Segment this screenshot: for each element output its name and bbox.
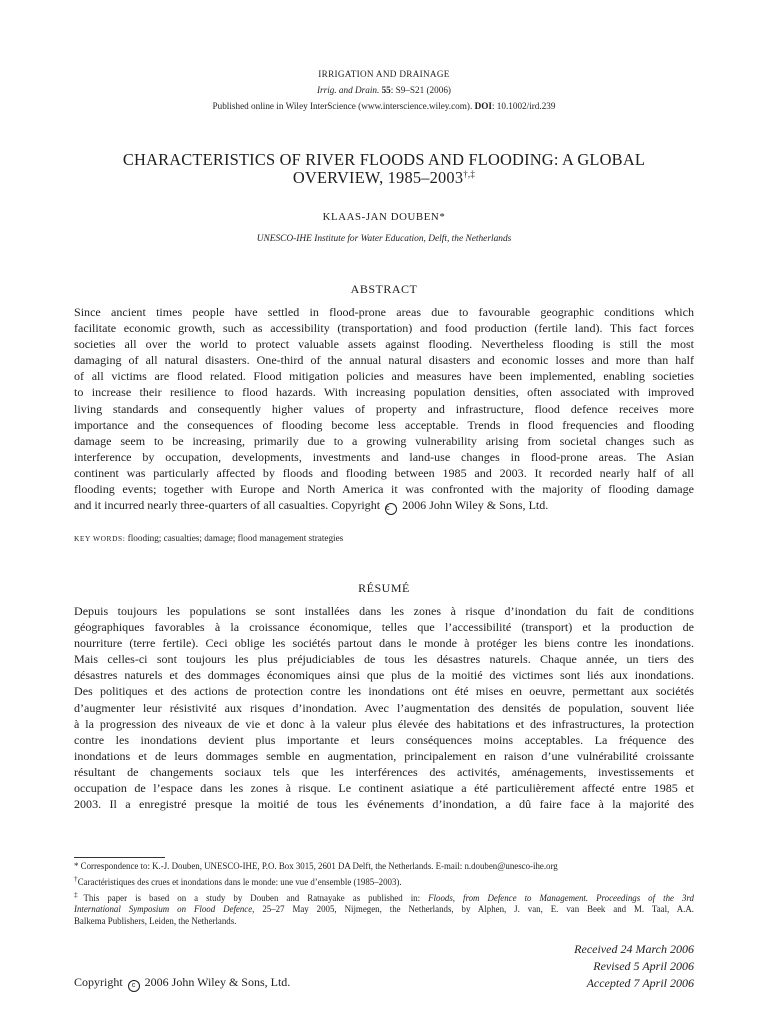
footnote-dagger bbox=[74, 873, 694, 889]
resume-line: à la progression des niveaux de vie et donc à la valeur plus élevée des habitations et des infrastructures, la protection bbox=[74, 716, 694, 731]
abstract-line: interference by occupation, developments, investments and land-use changes in flood-prone areas. The Asian bbox=[74, 449, 694, 464]
footnote-rule bbox=[74, 857, 165, 858]
abstract-line: to increase their resilience to flood hazards. With increasing population densities, often associated with improved bbox=[74, 385, 694, 400]
resume-line: Mais celles-ci sont toujours les plus préjudiciables de tous les désastres naturels. Chaque année, un tiers des bbox=[74, 652, 694, 667]
resume-line: résultant de changements sociaux tels que les interférences des activités, aménagements, investissements et bbox=[74, 764, 694, 779]
resume-line: contre les inondations devient plus importante et leurs conséquences moins acceptables. La fréquence des bbox=[74, 732, 694, 747]
ddagger-text-pre: This paper is based on a study by Douben and Ratnayake as published in: bbox=[83, 892, 429, 903]
ddagger-italic-2: International Symposium on Flood Defence bbox=[74, 904, 253, 915]
footnote-ddagger-line-2 bbox=[74, 904, 694, 916]
abstract-line: facilitate economic growth, such as accessibility (transportation) and food production (fertile land). This fact forces bbox=[74, 321, 694, 336]
doi-label: DOI bbox=[474, 101, 492, 111]
title-footnote-marks: †,‡ bbox=[463, 169, 476, 179]
resume-line: nourriture (terre fertile). Ceci oblige les sociétés partout dans le monde à protéger les biens contre les inondations. bbox=[74, 636, 694, 651]
abstract-line: societies all over the world to protect valuable assets against flooding. Nevertheless flooding is still the most bbox=[74, 337, 694, 352]
dagger-text: Caractéristiques des crues et inondations dans le monde: une vue d’ensemble (1985–2003). bbox=[77, 876, 402, 887]
abstract-line: living standards and consequently higher values of property and infrastructure, flood defence receives more bbox=[74, 401, 694, 416]
abstract-heading: ABSTRACT bbox=[350, 282, 418, 296]
doi-value: : 10.1002/ird.239 bbox=[491, 101, 556, 111]
resume-line: inondations et de leurs dommages semble en augmentation, principalement en raison d’une vulnérabilité croissante bbox=[74, 748, 694, 763]
dagger-mark: † bbox=[74, 873, 78, 883]
title-line-1: CHARACTERISTICS OF RIVER FLOODS AND FLOODING: A GLOBAL bbox=[122, 150, 646, 169]
resume-line: occupation de l’espace dans les zones à risque. Le continent asiatique a été particulièrement affecté entre 1985 et bbox=[74, 781, 694, 796]
citation-pages: : S9–S21 (2006) bbox=[390, 85, 451, 95]
journal-citation bbox=[0, 82, 768, 98]
copyright-suffix: 2006 John Wiley & Sons, Ltd. bbox=[141, 975, 291, 989]
footnote-ddagger-line-3: Balkema Publishers, Leiden, the Netherlands. bbox=[74, 916, 237, 927]
citation-volume: 55 bbox=[381, 85, 391, 95]
copyright-footer bbox=[74, 975, 290, 992]
keywords-text: flooding; casualties; damage; flood management strategies bbox=[125, 533, 344, 543]
received-date: Received 24 March 2006 bbox=[574, 942, 694, 956]
author-affiliation: UNESCO-IHE Institute for Water Education, Delft, the Netherlands bbox=[256, 234, 512, 244]
ddagger-text-post: , 25–27 May 2005, Nijmegen, the Netherlands, by Alphen, J. van, E. van Beek and M. Taal, A.A. bbox=[252, 904, 694, 915]
abstract-line: damaging of all natural disasters. One-third of the annual natural disasters and economic losses and more than half bbox=[74, 353, 694, 368]
footnote-correspondence: * Correspondence to: K.-J. Douben, UNESCO-IHE, P.O. Box 3015, 2601 DA Delft, the Netherlands. E-mail: n.douben@unesco-ihe.org bbox=[74, 861, 558, 871]
abstract-last-line-text: and it incurred nearly three-quarters of all casualties. Copyright bbox=[74, 498, 384, 513]
title-line-2-text: OVERVIEW, 1985–2003 bbox=[292, 168, 464, 187]
title-line-2 bbox=[60, 169, 708, 187]
journal-header bbox=[0, 66, 768, 114]
journal-name: IRRIGATION AND DRAINAGE bbox=[318, 69, 450, 79]
footnote-ddagger-line-1 bbox=[74, 889, 694, 905]
ddagger-mark: ‡ bbox=[74, 889, 84, 899]
revised-date: Revised 5 April 2006 bbox=[593, 959, 694, 973]
copyright-symbol: c bbox=[385, 503, 397, 515]
resume-line: Depuis toujours les populations se sont installées dans les zones à risque d’inondation du fait de conditions bbox=[74, 604, 694, 618]
resume-heading: RÉSUMÉ bbox=[358, 581, 410, 595]
resume-line: Des politiques et des actions de protection contre les inondations ont été mises en oeuvre, permettant aux sociétés bbox=[74, 684, 694, 699]
abstract-line: damage seem to be increasing, primarily due to a growing vulnerability arising from societal changes such as bbox=[74, 433, 694, 448]
citation-journal: Irrig. and Drain. bbox=[316, 85, 380, 95]
abstract-last-line bbox=[74, 497, 694, 515]
resume-body bbox=[74, 603, 694, 812]
published-online-text: Published online in Wiley InterScience (www.interscience.wiley.com). bbox=[212, 101, 475, 111]
copyright-symbol: c bbox=[128, 980, 140, 992]
abstract-line: Since ancient times people have settled in flood-prone areas due to favourable geographic conditions which bbox=[74, 305, 694, 319]
ddagger-italic-1: Floods, from Defence to Management. Proceedings of the 3rd bbox=[428, 892, 694, 903]
abstract-line: continent was particularly affected by floods and flooding between 1985 and 2003. It recorded nearly half of all bbox=[74, 465, 694, 480]
abstract-line: of all victims are flood related. Flood mitigation policies and measures have been implemented, enabling societies bbox=[74, 369, 694, 384]
keywords-label: KEY WORDS: bbox=[74, 534, 126, 543]
abstract-line: importance and the consequences of flooding become less acceptable. Trends in flood frequencies and flooding bbox=[74, 417, 694, 432]
accepted-date: Accepted 7 April 2006 bbox=[586, 976, 694, 990]
footnotes bbox=[74, 861, 694, 928]
copyright-prefix: Copyright bbox=[74, 975, 126, 989]
abstract-copyright-text: 2006 John Wiley & Sons, Ltd. bbox=[399, 498, 549, 513]
abstract-body bbox=[74, 304, 694, 515]
article-dates bbox=[574, 941, 694, 992]
resume-line: 2003. Il a enregistré presque la moitié de tous les événements d’inondation, a dû faire face à la majorité des bbox=[74, 797, 694, 812]
publication-line bbox=[0, 98, 768, 114]
resume-line: désastres naturels et des dommages économiques ainsi que plus de la moitié des victimes sont liés aux inondations. bbox=[74, 668, 694, 683]
keywords bbox=[74, 533, 694, 543]
resume-line: géographiques favorables à la croissance économique, telles que l’accessibilité (transport) et la production de bbox=[74, 620, 694, 635]
author-name: KLAAS-JAN DOUBEN* bbox=[322, 211, 446, 223]
resume-line: d’augmenter leur résistivité aux risques d’inondation. Avec l’augmentation des densités de population, souvent liée bbox=[74, 700, 694, 715]
article-title bbox=[60, 151, 708, 187]
abstract-line: flooding events; together with Europe and North America it was confronted with the majority of flooding damage bbox=[74, 482, 694, 497]
